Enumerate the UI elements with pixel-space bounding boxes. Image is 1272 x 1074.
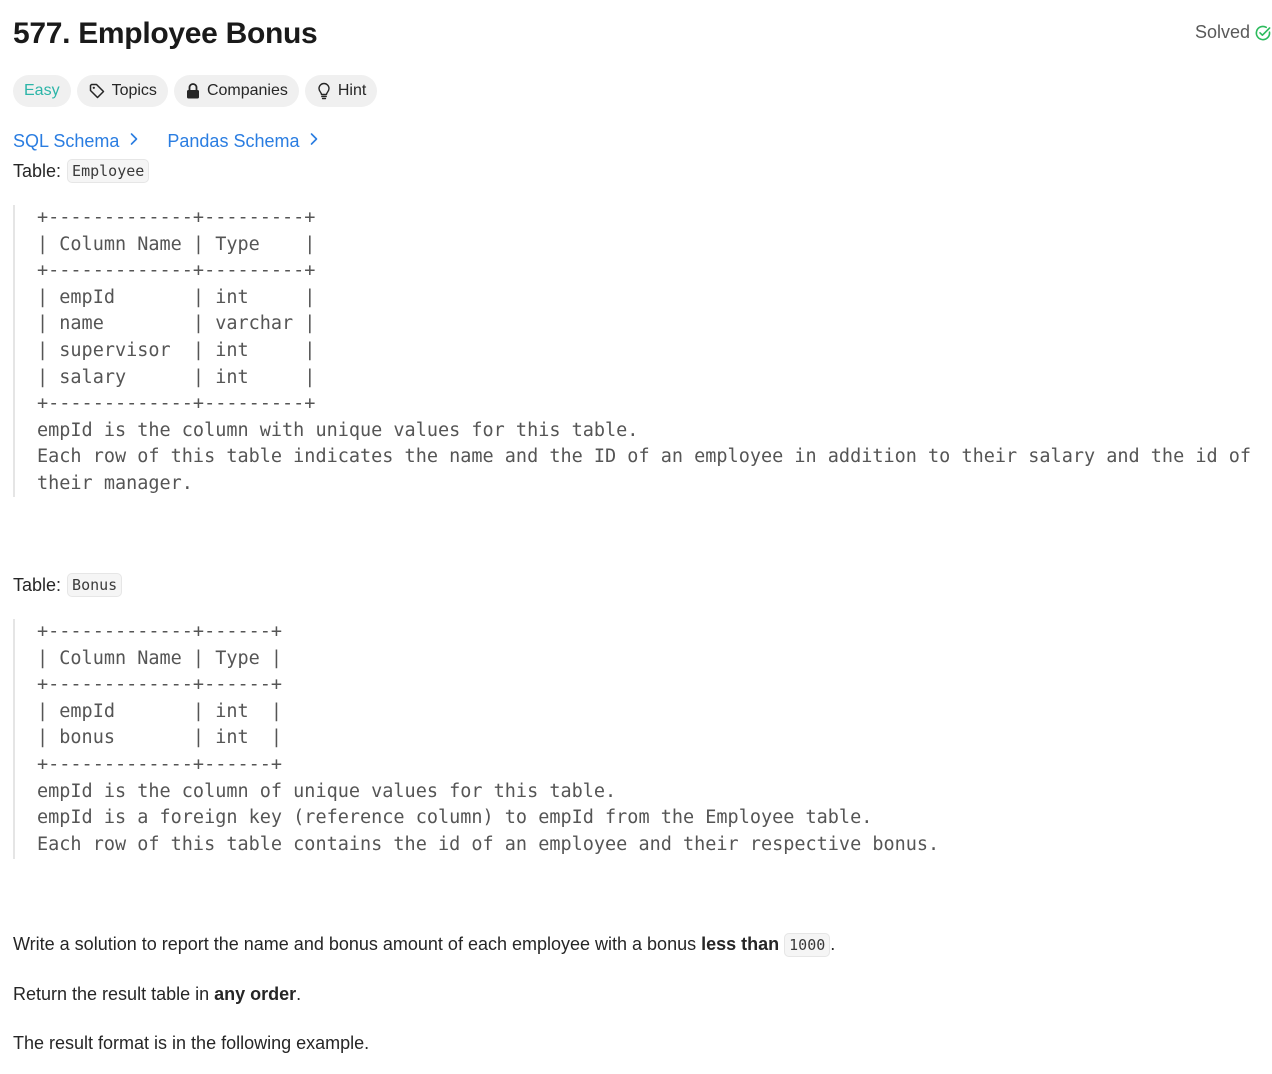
table-label: Table: — [13, 160, 62, 181]
threshold-value: 1000 — [784, 933, 830, 957]
lock-icon — [185, 82, 201, 100]
order-text-end: . — [296, 984, 302, 1004]
task-paragraph — [13, 932, 835, 957]
companies-button[interactable] — [174, 75, 299, 107]
order-text: Return the result table in — [13, 984, 215, 1004]
tag-chips — [13, 75, 377, 107]
schema-links — [13, 131, 319, 152]
task-emphasis: less than — [701, 934, 780, 954]
format-paragraph: The result format is in the following example. — [13, 1033, 370, 1053]
employee-table-name: Employee — [67, 159, 149, 183]
pandas-schema-label: Pandas Schema — [167, 131, 300, 151]
tag-icon — [88, 82, 106, 100]
sql-schema-label: SQL Schema — [13, 131, 120, 151]
solved-status — [1195, 22, 1272, 43]
bonus-table-name: Bonus — [67, 573, 122, 597]
order-paragraph — [13, 982, 301, 1006]
table-label: Table: — [13, 574, 62, 595]
companies-label: Companies — [206, 82, 288, 99]
task-text: Write a solution to report the name and bonus amount of each employee with a bonus — [13, 934, 702, 954]
difficulty-badge[interactable]: Easy — [13, 75, 71, 107]
bonus-schema-block: +-------------+------+ | Column Name | Type | +-------------+------+ | empId | int | | bonus | int | +-------------+------+ empId is the column of unique values for this table. empId is a foreign key (reference column) to empId from the Employee table. Each row of this table contains the id of an employee and their respective bonus. — [13, 619, 939, 859]
solved-label: Solved — [1194, 22, 1250, 42]
task-text-end: . — [830, 934, 836, 954]
chevron-right-icon — [129, 131, 139, 152]
employee-table-heading — [13, 159, 149, 183]
topics-button[interactable] — [77, 75, 168, 107]
topics-label: Topics — [111, 82, 157, 99]
bonus-table-heading — [13, 573, 122, 597]
chevron-right-icon — [309, 131, 319, 152]
title-row — [13, 14, 1272, 54]
lightbulb-icon — [316, 82, 332, 100]
hint-label: Hint — [337, 82, 367, 99]
employee-schema-block: +-------------+---------+ | Column Name | Type | +-------------+---------+ | empId | int | | name | varchar | | supervisor | int | | salary | int | +-------------+---------+ empId is the column with unique values for this table. Each row of this table indicates the name and the ID of an employee in addition to their salary and the id of their manager. — [13, 205, 1251, 497]
check-circle-icon — [1254, 24, 1272, 42]
order-emphasis: any order — [214, 984, 297, 1004]
sql-schema-link[interactable] — [13, 131, 139, 152]
pandas-schema-link[interactable] — [167, 131, 319, 152]
hint-button[interactable] — [305, 75, 377, 107]
problem-title[interactable]: 577. Employee Bonus — [13, 17, 318, 50]
